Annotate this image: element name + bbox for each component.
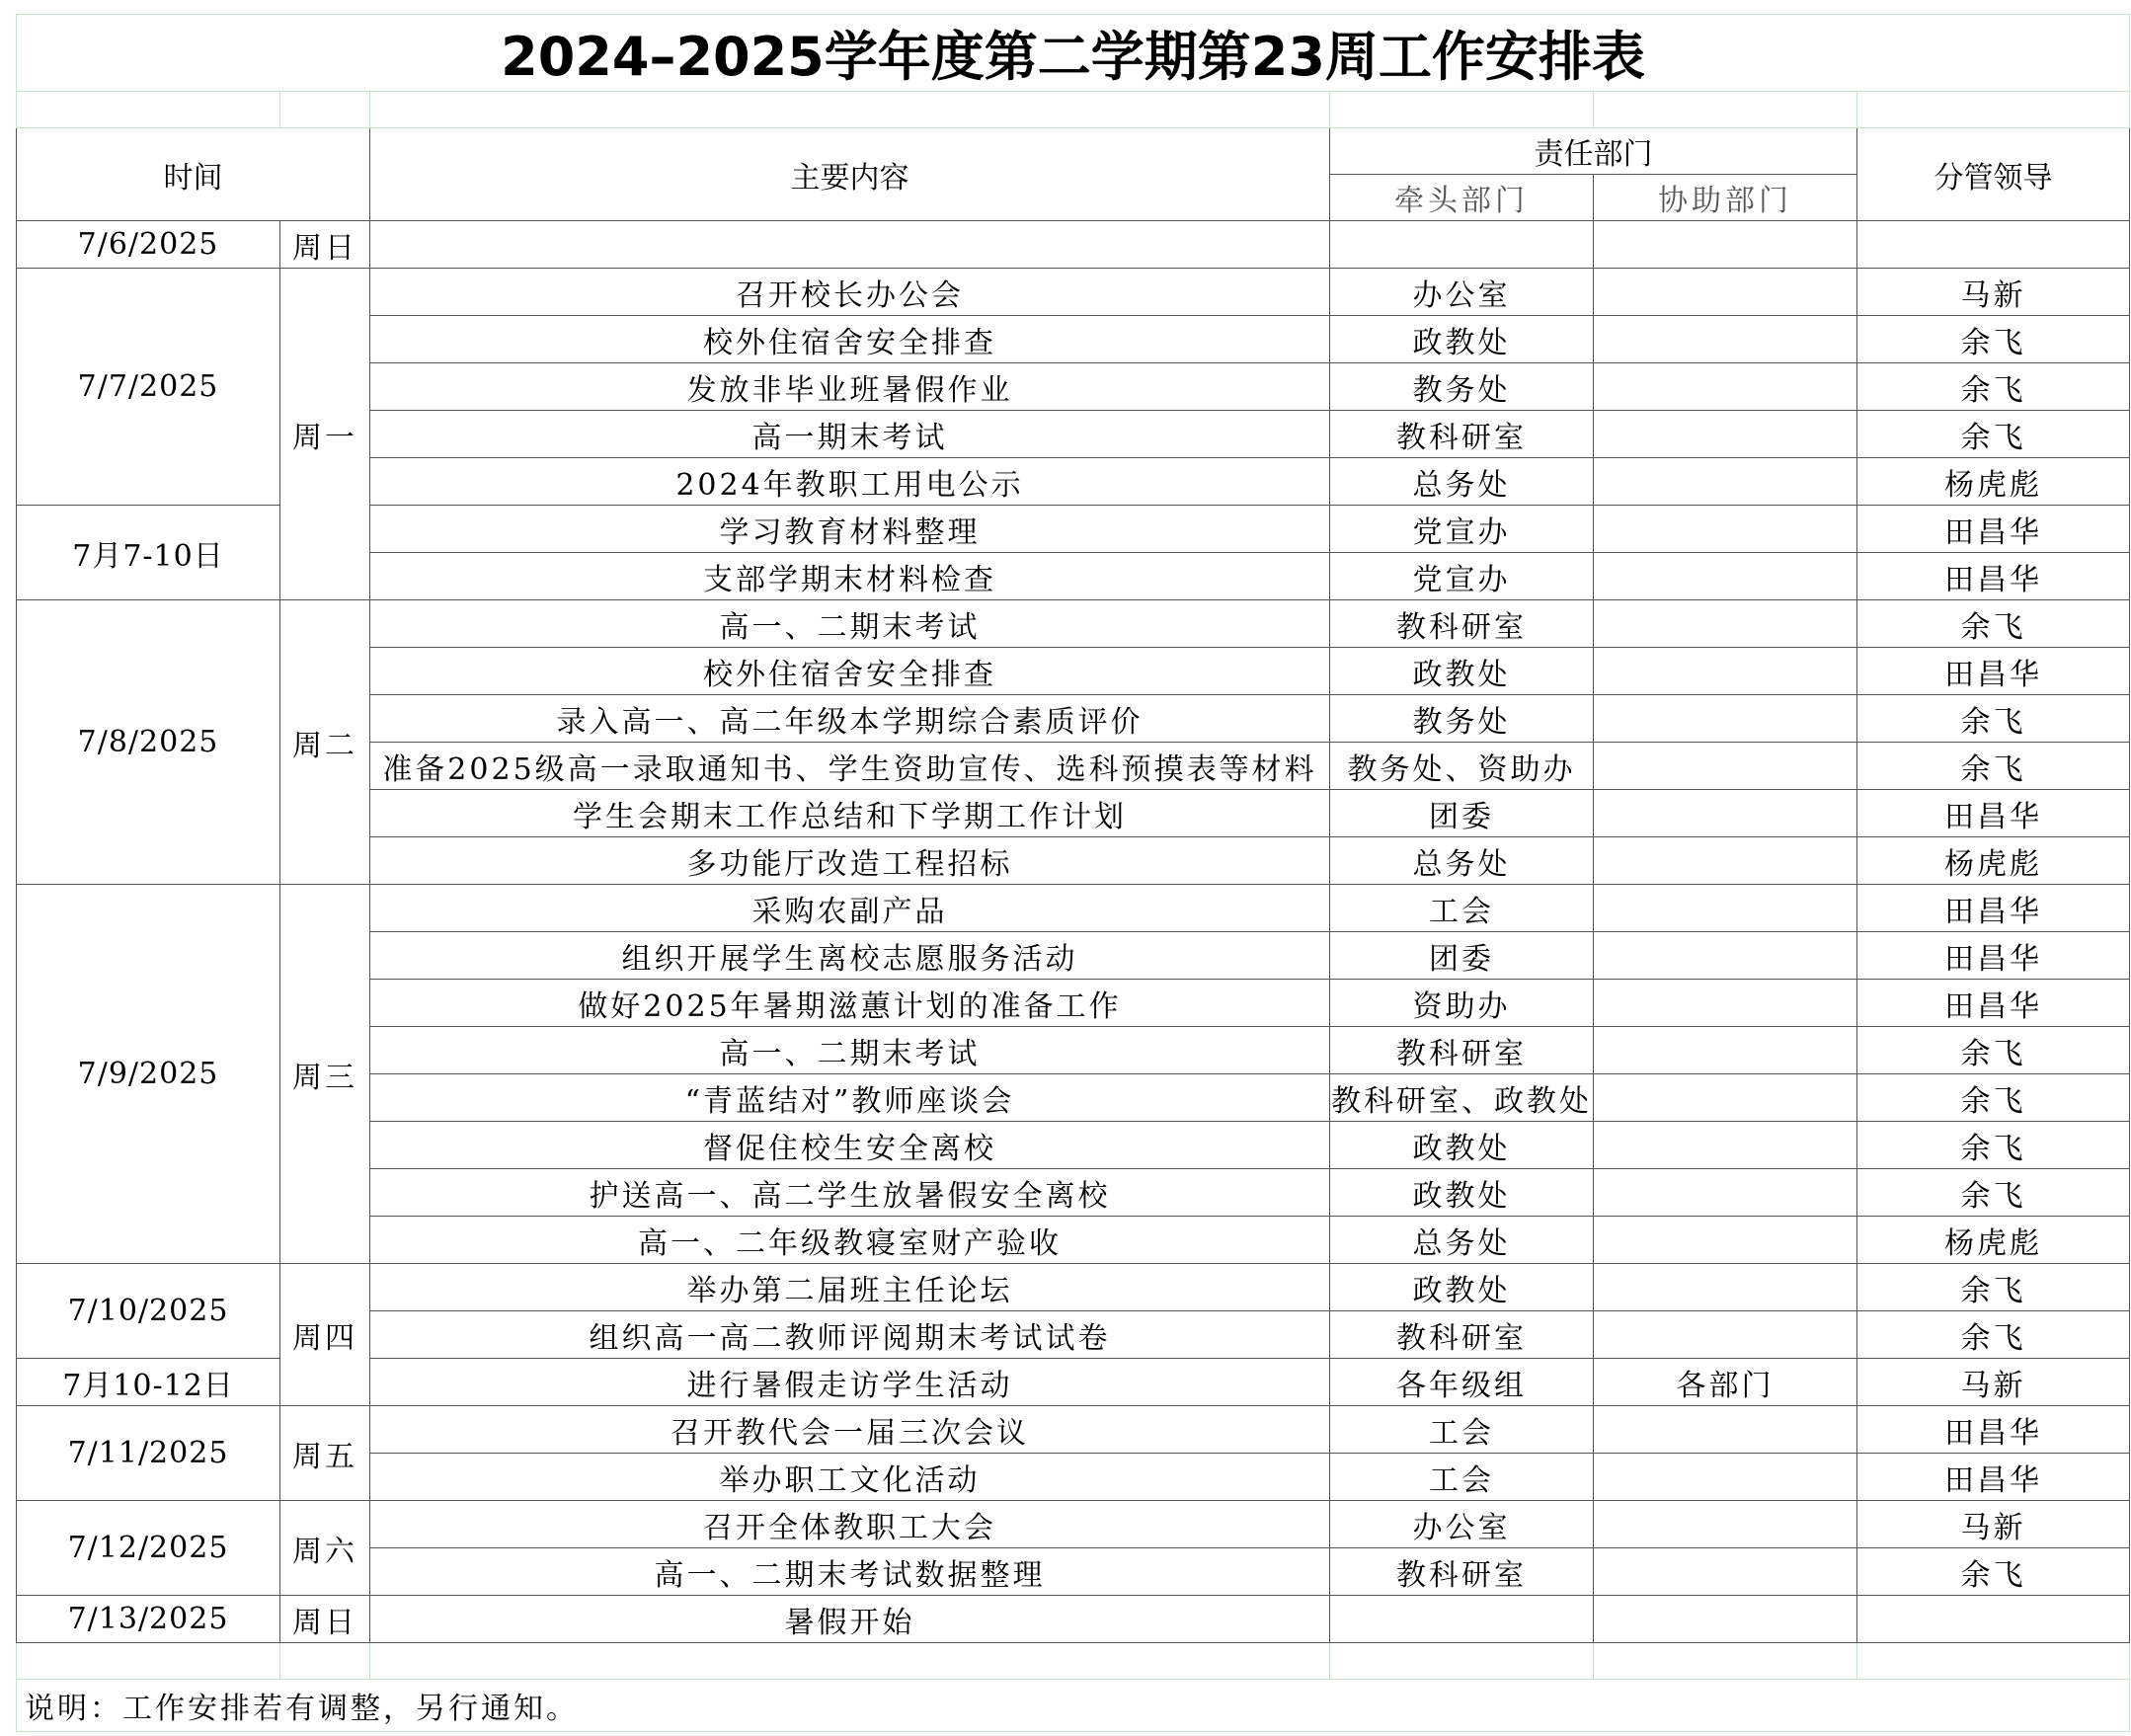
date-cell: 7/12/2025 [17,1501,280,1596]
content-cell: 高一、二期末考试 [370,1027,1330,1074]
lead-dept-cell: 政教处 [1330,1122,1594,1169]
leader-cell: 余飞 [1857,1074,2130,1122]
assist-dept-cell [1594,458,1857,506]
assist-dept-cell [1594,1596,1857,1643]
lead-dept-cell: 工会 [1330,1454,1594,1501]
content-cell: 进行暑假走访学生活动 [370,1359,1330,1406]
table-row [17,1264,2130,1311]
date-cell: 7/10/2025 [17,1264,280,1359]
content-cell: 举办职工文化活动 [370,1454,1330,1501]
footnote: 说明：工作安排若有调整，另行通知。 [17,1680,2130,1732]
leader-cell: 余飞 [1857,1169,2130,1217]
assist-dept-cell [1594,600,1857,648]
date-cell: 7/7/2025 [17,269,280,506]
lead-dept-cell: 教务处 [1330,695,1594,743]
lead-dept-cell [1330,221,1594,269]
leader-cell: 余飞 [1857,695,2130,743]
assist-dept-cell [1594,885,1857,932]
leader-cell [1857,1596,2130,1643]
leader-cell: 马新 [1857,1359,2130,1406]
header-lead-dept: 牵头部门 [1330,175,1594,221]
leader-cell: 余飞 [1857,1264,2130,1311]
assist-dept-cell [1594,1454,1857,1501]
content-cell: 支部学期末材料检查 [370,553,1330,600]
lead-dept-cell: 总务处 [1330,1217,1594,1264]
leader-cell: 余飞 [1857,1548,2130,1596]
weekday-cell: 周日 [280,1596,370,1643]
assist-dept-cell: 各部门 [1594,1359,1857,1406]
assist-dept-cell [1594,1074,1857,1122]
leader-cell: 杨虎彪 [1857,837,2130,885]
content-cell: “青蓝结对”教师座谈会 [370,1074,1330,1122]
leader-cell: 余飞 [1857,1027,2130,1074]
weekday-cell: 周三 [280,885,370,1264]
content-cell: 召开教代会一届三次会议 [370,1406,1330,1454]
content-cell: 高一、二期末考试数据整理 [370,1548,1330,1596]
leader-cell: 余飞 [1857,316,2130,363]
lead-dept-cell: 团委 [1330,790,1594,837]
table-row [17,269,2130,316]
date-cell: 7/11/2025 [17,1406,280,1501]
assist-dept-cell [1594,363,1857,411]
leader-cell: 田昌华 [1857,648,2130,695]
assist-dept-cell [1594,743,1857,790]
lead-dept-cell: 资助办 [1330,980,1594,1027]
assist-dept-cell [1594,1217,1857,1264]
lead-dept-cell: 党宣办 [1330,506,1594,553]
lead-dept-cell: 政教处 [1330,1264,1594,1311]
lead-dept-cell: 教务处 [1330,363,1594,411]
lead-dept-cell: 政教处 [1330,648,1594,695]
content-cell: 组织高一高二教师评阅期末考试试卷 [370,1311,1330,1359]
date-cell: 7/6/2025 [17,221,280,269]
date-cell: 7/8/2025 [17,600,280,885]
table-row [17,600,2130,648]
content-cell: 召开全体教职工大会 [370,1501,1330,1548]
content-cell: 录入高一、高二年级本学期综合素质评价 [370,695,1330,743]
leader-cell: 余飞 [1857,600,2130,648]
leader-cell: 田昌华 [1857,1406,2130,1454]
content-cell: 高一、二期末考试 [370,600,1330,648]
assist-dept-cell [1594,1548,1857,1596]
content-cell: 督促住校生安全离校 [370,1122,1330,1169]
content-cell: 2024年教职工用电公示 [370,458,1330,506]
date-cell: 7月10-12日 [17,1359,280,1406]
schedule-table [16,14,2130,1732]
lead-dept-cell: 工会 [1330,885,1594,932]
weekday-cell: 周日 [280,221,370,269]
content-cell: 高一期末考试 [370,411,1330,458]
lead-dept-cell: 教科研室 [1330,1548,1594,1596]
leader-cell: 田昌华 [1857,506,2130,553]
lead-dept-cell: 党宣办 [1330,553,1594,600]
leader-cell: 马新 [1857,1501,2130,1548]
lead-dept-cell: 办公室 [1330,269,1594,316]
assist-dept-cell [1594,837,1857,885]
content-cell: 采购农副产品 [370,885,1330,932]
assist-dept-cell [1594,221,1857,269]
assist-dept-cell [1594,269,1857,316]
assist-dept-cell [1594,1027,1857,1074]
assist-dept-cell [1594,1169,1857,1217]
date-cell: 7/13/2025 [17,1596,280,1643]
table-row [17,1501,2130,1548]
leader-cell: 田昌华 [1857,932,2130,980]
lead-dept-cell: 教科研室、政教处 [1330,1074,1594,1122]
table-row [17,1596,2130,1643]
content-cell: 发放非毕业班暑假作业 [370,363,1330,411]
assist-dept-cell [1594,506,1857,553]
content-cell: 暑假开始 [370,1596,1330,1643]
content-cell: 学习教育材料整理 [370,506,1330,553]
header-assist-dept: 协助部门 [1594,175,1857,221]
lead-dept-cell: 政教处 [1330,316,1594,363]
content-cell: 举办第二届班主任论坛 [370,1264,1330,1311]
header-time: 时间 [17,128,370,221]
lead-dept-cell: 教务处、资助办 [1330,743,1594,790]
assist-dept-cell [1594,1406,1857,1454]
leader-cell: 马新 [1857,269,2130,316]
leader-cell: 余飞 [1857,1122,2130,1169]
lead-dept-cell: 办公室 [1330,1501,1594,1548]
lead-dept-cell: 教科研室 [1330,1027,1594,1074]
assist-dept-cell [1594,316,1857,363]
schedule-body [17,221,2130,1643]
content-cell: 校外住宿舍安全排查 [370,316,1330,363]
table-row [17,885,2130,932]
page-title: 2024–2025学年度第二学期第23周工作安排表 [17,15,2130,92]
leader-cell: 田昌华 [1857,553,2130,600]
content-cell: 做好2025年暑期滋蕙计划的准备工作 [370,980,1330,1027]
content-cell: 准备2025级高一录取通知书、学生资助宣传、选科预摸表等材料 [370,743,1330,790]
lead-dept-cell: 各年级组 [1330,1359,1594,1406]
assist-dept-cell [1594,1264,1857,1311]
lead-dept-cell: 团委 [1330,932,1594,980]
leader-cell: 余飞 [1857,411,2130,458]
leader-cell: 余飞 [1857,1311,2130,1359]
weekday-cell: 周五 [280,1406,370,1501]
lead-dept-cell: 工会 [1330,1406,1594,1454]
leader-cell: 田昌华 [1857,790,2130,837]
header-leader: 分管领导 [1857,128,2130,221]
leader-cell: 余飞 [1857,743,2130,790]
lead-dept-cell: 政教处 [1330,1169,1594,1217]
assist-dept-cell [1594,980,1857,1027]
date-cell: 7月7-10日 [17,506,280,600]
lead-dept-cell: 总务处 [1330,837,1594,885]
lead-dept-cell: 总务处 [1330,458,1594,506]
content-cell: 学生会期末工作总结和下学期工作计划 [370,790,1330,837]
lead-dept-cell: 教科研室 [1330,600,1594,648]
leader-cell: 余飞 [1857,363,2130,411]
leader-cell: 田昌华 [1857,885,2130,932]
content-cell: 校外住宿舍安全排查 [370,648,1330,695]
content-cell: 召开校长办公会 [370,269,1330,316]
spacer-row [17,1643,2130,1680]
spacer-row [17,92,2130,128]
date-cell: 7/9/2025 [17,885,280,1264]
content-cell: 护送高一、高二学生放暑假安全离校 [370,1169,1330,1217]
weekday-cell: 周六 [280,1501,370,1596]
table-row [17,1406,2130,1454]
content-cell: 组织开展学生离校志愿服务活动 [370,932,1330,980]
assist-dept-cell [1594,1311,1857,1359]
leader-cell: 杨虎彪 [1857,1217,2130,1264]
assist-dept-cell [1594,411,1857,458]
assist-dept-cell [1594,695,1857,743]
weekday-cell: 周二 [280,600,370,885]
leader-cell: 田昌华 [1857,1454,2130,1501]
assist-dept-cell [1594,648,1857,695]
weekday-cell: 周四 [280,1264,370,1406]
leader-cell: 田昌华 [1857,980,2130,1027]
table-row [17,221,2130,269]
weekday-cell: 周一 [280,269,370,600]
assist-dept-cell [1594,1501,1857,1548]
assist-dept-cell [1594,790,1857,837]
assist-dept-cell [1594,1122,1857,1169]
leader-cell [1857,221,2130,269]
header-content: 主要内容 [370,128,1330,221]
header-responsible: 责任部门 [1330,128,1857,175]
content-cell [370,221,1330,269]
lead-dept-cell: 教科研室 [1330,1311,1594,1359]
assist-dept-cell [1594,553,1857,600]
assist-dept-cell [1594,932,1857,980]
content-cell: 多功能厅改造工程招标 [370,837,1330,885]
lead-dept-cell: 教科研室 [1330,411,1594,458]
leader-cell: 杨虎彪 [1857,458,2130,506]
lead-dept-cell [1330,1596,1594,1643]
content-cell: 高一、二年级教寝室财产验收 [370,1217,1330,1264]
